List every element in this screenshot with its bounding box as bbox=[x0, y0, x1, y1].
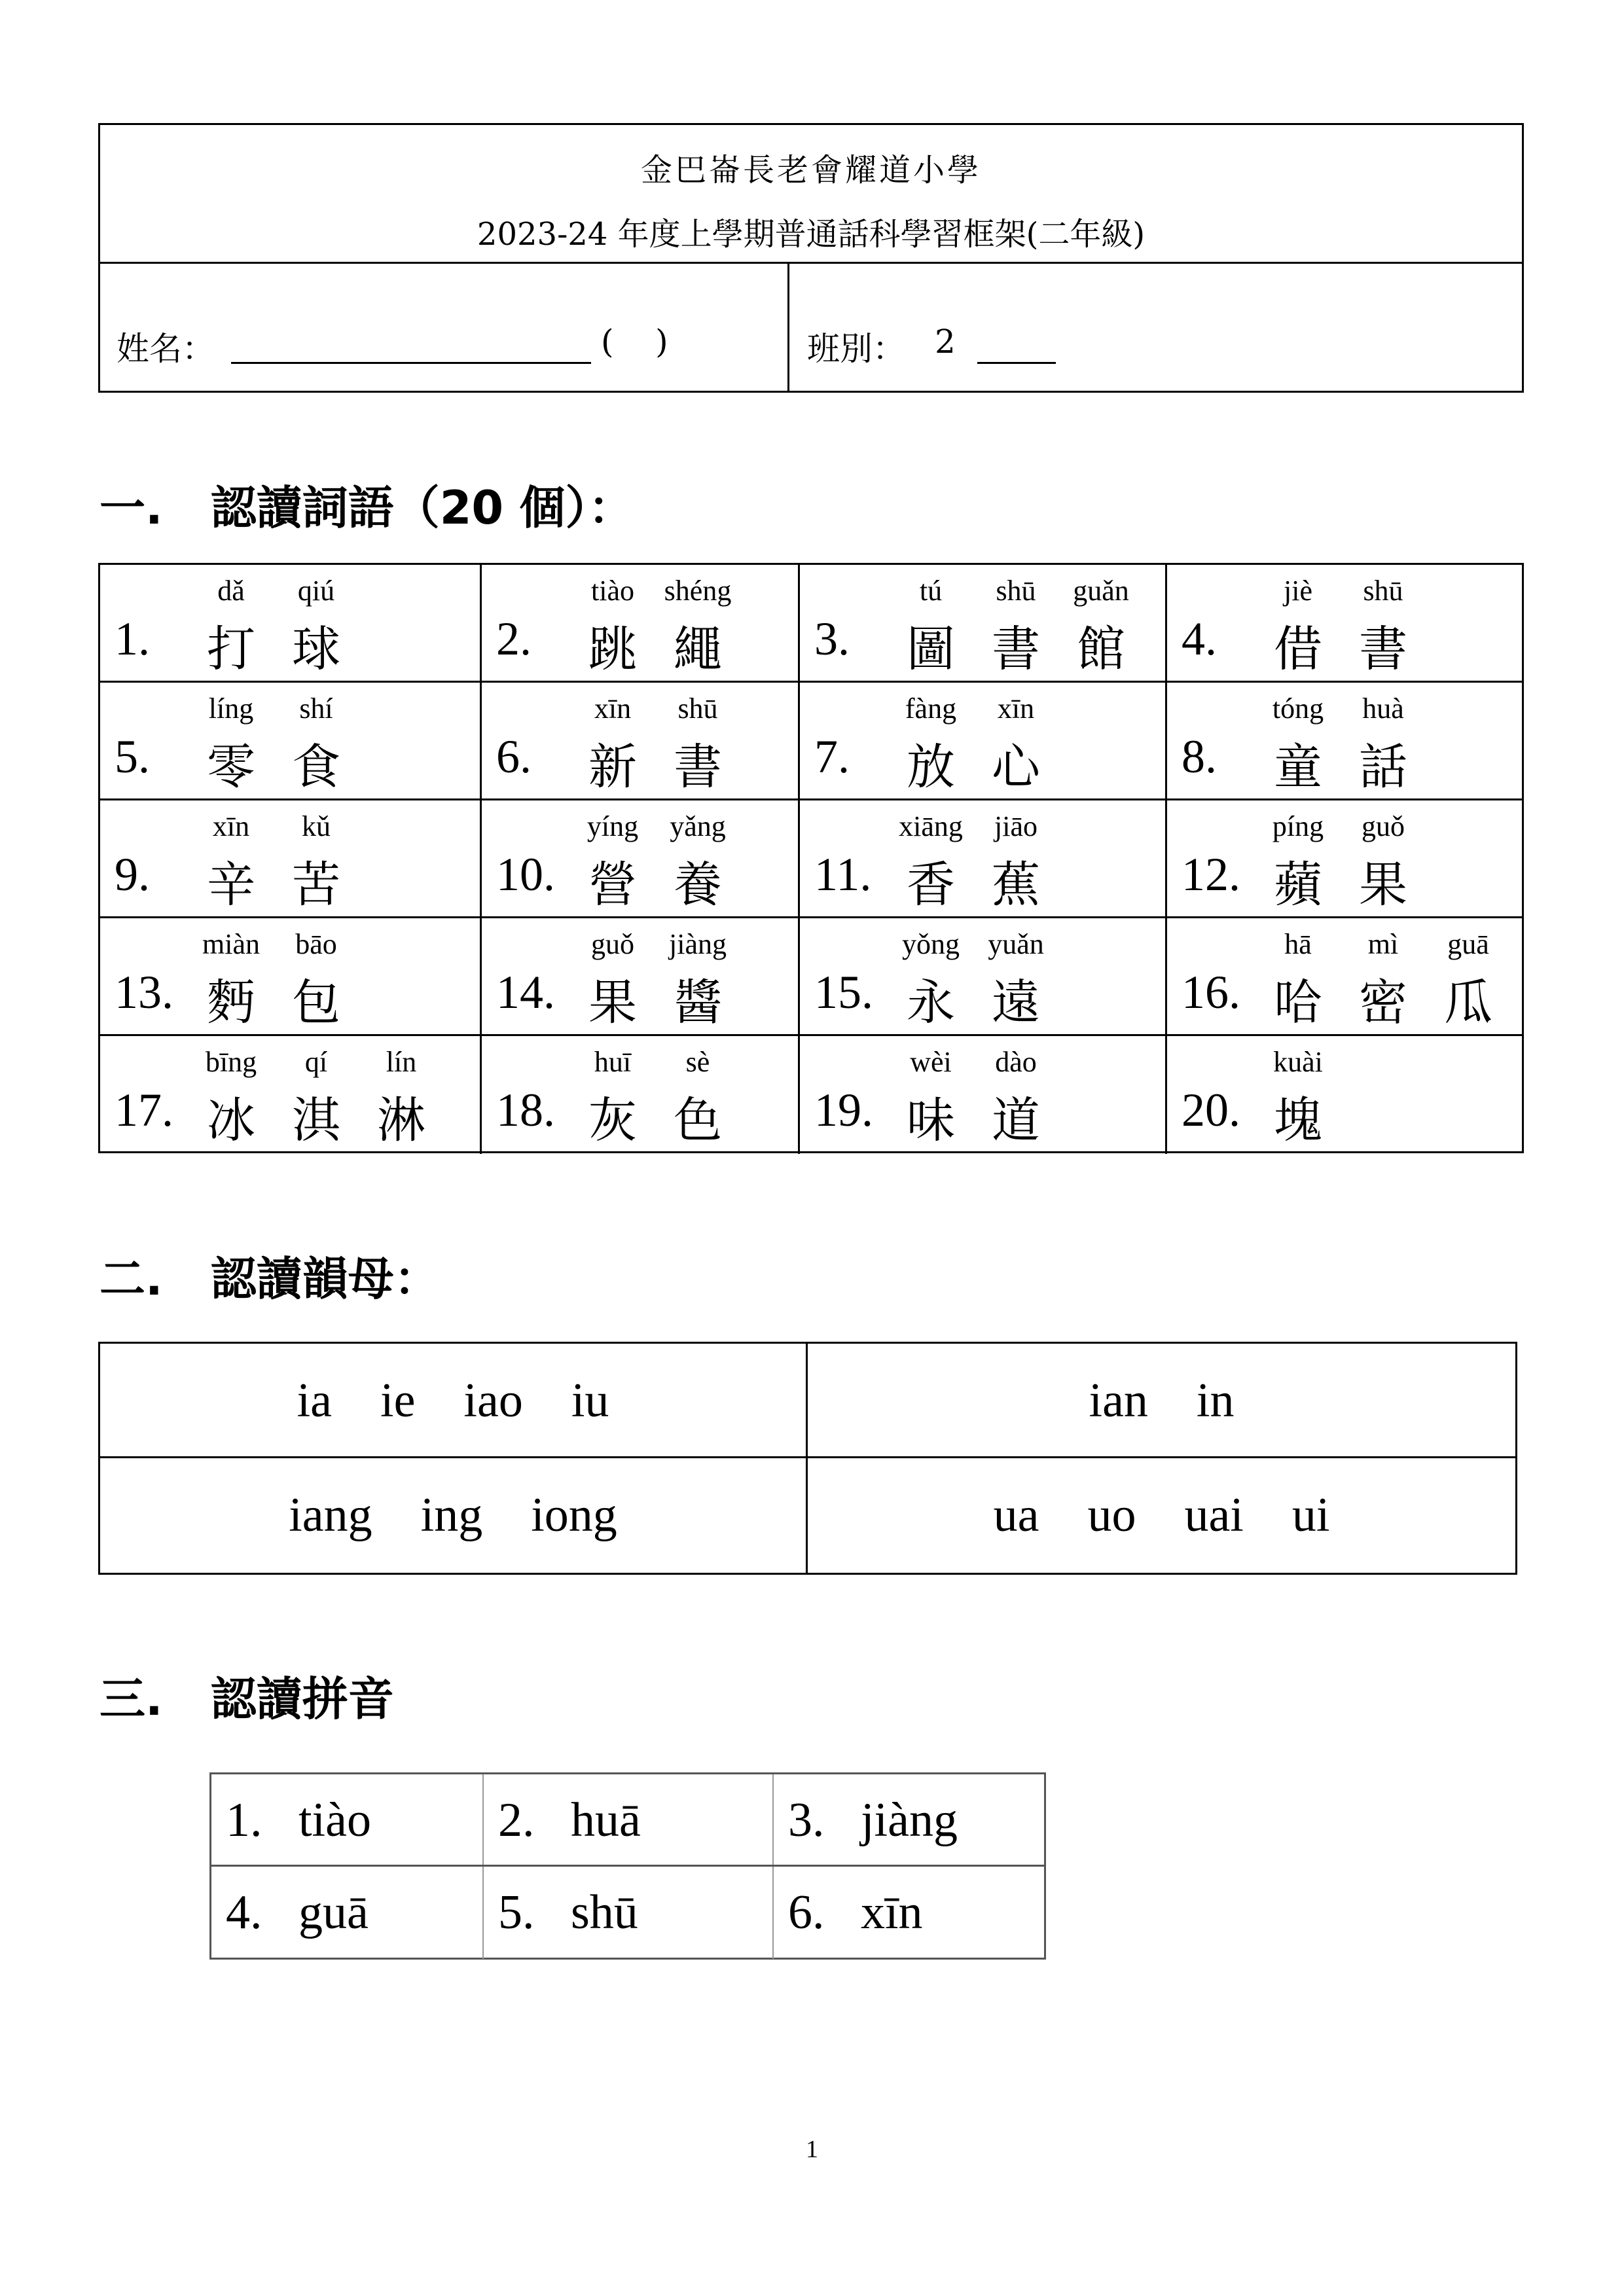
chinese-character: 借 bbox=[1274, 621, 1322, 677]
pinyin-cell: 1. tiào bbox=[211, 1774, 484, 1865]
header-info-row bbox=[100, 264, 1522, 393]
vocab-number: 3. bbox=[814, 613, 850, 665]
pinyin-annotation: huà bbox=[1362, 692, 1404, 725]
vocab-cell bbox=[482, 800, 800, 916]
pinyin-annotation: qiú bbox=[297, 575, 335, 607]
pinyin-annotation: guǒ bbox=[1362, 810, 1405, 842]
vocab-number: 16. bbox=[1182, 966, 1240, 1018]
chinese-character: 果 bbox=[1359, 857, 1407, 913]
vocab-number: 20. bbox=[1182, 1084, 1240, 1136]
pinyin-annotation: shéng bbox=[664, 575, 732, 607]
vocab-cell bbox=[800, 800, 1167, 916]
pinyin-annotation: xiāng bbox=[899, 810, 963, 842]
vocab-number: 6. bbox=[496, 730, 532, 783]
pinyin-annotation: shí bbox=[299, 692, 333, 725]
pinyin-annotation: tiào bbox=[591, 575, 634, 607]
chinese-character: 香 bbox=[907, 857, 955, 913]
chinese-character: 心 bbox=[992, 739, 1040, 795]
vocab-number: 13. bbox=[115, 966, 173, 1018]
pinyin-table bbox=[209, 1772, 1046, 1960]
chinese-character: 蘋 bbox=[1274, 857, 1322, 913]
school-name: 金巴崙長老會耀道小學 bbox=[640, 152, 981, 188]
chinese-character: 館 bbox=[1077, 621, 1125, 677]
framework-title: 2023-24 年度上學期普通話科學習框架(二年級) bbox=[477, 216, 1146, 253]
chinese-character: 繩 bbox=[674, 621, 722, 677]
vocab-number: 5. bbox=[115, 730, 150, 783]
pinyin-annotation: yuǎn bbox=[988, 928, 1044, 960]
vocab-table bbox=[98, 563, 1524, 1153]
finals-cell: ian in bbox=[1089, 1374, 1235, 1427]
vocab-cell bbox=[100, 565, 482, 681]
class-label: 班別： bbox=[807, 330, 905, 368]
pinyin-annotation: dǎ bbox=[217, 575, 245, 607]
chinese-character: 蕉 bbox=[992, 857, 1040, 913]
pinyin-annotation: líng bbox=[208, 692, 254, 725]
vocab-number: 17. bbox=[115, 1084, 173, 1136]
chinese-character: 哈 bbox=[1274, 975, 1322, 1031]
vocab-number: 10. bbox=[496, 848, 555, 901]
pinyin-cell: 3. jiàng bbox=[788, 1793, 958, 1847]
finals-table bbox=[98, 1342, 1517, 1575]
chinese-character: 放 bbox=[907, 739, 955, 795]
pinyin-cell: 6. xīn bbox=[788, 1886, 923, 1939]
chinese-character: 道 bbox=[992, 1092, 1040, 1149]
pinyin-annotation: yǎng bbox=[670, 810, 726, 842]
chinese-character: 遠 bbox=[992, 975, 1040, 1031]
finals-row bbox=[100, 1344, 1515, 1458]
pinyin-annotation: guǒ bbox=[591, 928, 634, 960]
pinyin-annotation: fàng bbox=[905, 692, 957, 725]
pinyin-annotation: miàn bbox=[202, 928, 260, 960]
pinyin-annotation: guā bbox=[1447, 928, 1489, 960]
page-number: 1 bbox=[806, 2136, 818, 2163]
vocab-cell bbox=[1167, 565, 1522, 681]
pinyin-cell: 2. huā bbox=[484, 1774, 774, 1865]
vocab-cell bbox=[1167, 918, 1522, 1034]
chinese-character: 打 bbox=[207, 621, 255, 677]
chinese-character: 灰 bbox=[588, 1092, 637, 1149]
chinese-character: 零 bbox=[207, 739, 255, 795]
pinyin-annotation: xīn bbox=[594, 692, 632, 725]
chinese-character: 味 bbox=[907, 1092, 955, 1149]
vocab-number: 4. bbox=[1182, 613, 1217, 665]
vocab-number: 7. bbox=[814, 730, 850, 783]
vocab-row bbox=[100, 683, 1522, 800]
vocab-number: 1. bbox=[115, 613, 150, 665]
pinyin-annotation: yǒng bbox=[902, 928, 960, 960]
vocab-number: 9. bbox=[115, 848, 150, 901]
vocab-number: 15. bbox=[814, 966, 873, 1018]
chinese-character: 淋 bbox=[377, 1092, 425, 1149]
pinyin-annotation: huī bbox=[594, 1046, 632, 1078]
pinyin-annotation: lín bbox=[386, 1046, 417, 1078]
pinyin-annotation: mì bbox=[1367, 928, 1399, 960]
vocab-number: 18. bbox=[496, 1084, 555, 1136]
vocab-cell bbox=[100, 800, 482, 916]
vocab-cell bbox=[482, 683, 800, 798]
vocab-cell bbox=[1167, 683, 1522, 798]
chinese-character: 球 bbox=[292, 621, 340, 677]
section-2-title: 二. 認讀韻母： bbox=[99, 1252, 440, 1306]
chinese-character: 書 bbox=[1359, 621, 1407, 677]
chinese-character: 瓜 bbox=[1444, 975, 1492, 1031]
vocab-cell bbox=[800, 918, 1167, 1034]
pinyin-row bbox=[211, 1774, 1044, 1867]
class-number-paren: ( ) bbox=[601, 323, 668, 361]
chinese-character: 冰 bbox=[207, 1092, 255, 1149]
vocab-number: 11. bbox=[814, 848, 872, 901]
chinese-character: 塊 bbox=[1274, 1092, 1322, 1149]
chinese-character: 書 bbox=[992, 621, 1040, 677]
finals-cell: ua uo uai ui bbox=[993, 1488, 1330, 1542]
chinese-character: 果 bbox=[588, 975, 637, 1031]
pinyin-annotation: kǔ bbox=[302, 810, 331, 842]
vocab-cell bbox=[100, 1036, 482, 1154]
pinyin-annotation: shū bbox=[996, 575, 1036, 607]
chinese-character: 醬 bbox=[674, 975, 722, 1031]
chinese-character: 食 bbox=[292, 739, 340, 795]
vocab-number: 19. bbox=[814, 1084, 873, 1136]
pinyin-annotation: jiàng bbox=[669, 928, 727, 960]
pinyin-annotation: dào bbox=[995, 1046, 1037, 1078]
chinese-character: 話 bbox=[1359, 739, 1407, 795]
chinese-character: 童 bbox=[1274, 739, 1322, 795]
pinyin-annotation: guǎn bbox=[1073, 575, 1129, 607]
vocab-row bbox=[100, 918, 1522, 1036]
pinyin-annotation: bīng bbox=[205, 1046, 257, 1078]
chinese-character: 營 bbox=[588, 857, 637, 913]
vocab-cell bbox=[800, 565, 1167, 681]
vocab-row bbox=[100, 800, 1522, 918]
pinyin-annotation: qí bbox=[304, 1046, 328, 1078]
vocab-number: 14. bbox=[496, 966, 555, 1018]
chinese-character: 麪 bbox=[207, 975, 255, 1031]
chinese-character: 書 bbox=[674, 739, 722, 795]
vocab-number: 2. bbox=[496, 613, 532, 665]
chinese-character: 密 bbox=[1359, 975, 1407, 1031]
vocab-number: 12. bbox=[1182, 848, 1240, 901]
vocab-cell bbox=[100, 683, 482, 798]
vocab-cell bbox=[1167, 1036, 1522, 1154]
chinese-character: 色 bbox=[674, 1092, 722, 1149]
section-1-title: 一. 認讀詞語（20 個）： bbox=[99, 481, 634, 535]
finals-row bbox=[100, 1458, 1515, 1573]
vocab-cell bbox=[482, 565, 800, 681]
pinyin-annotation: tóng bbox=[1272, 692, 1324, 725]
vocab-cell bbox=[1167, 800, 1522, 916]
header-title-row bbox=[100, 125, 1522, 264]
vocab-cell bbox=[100, 918, 482, 1034]
pinyin-annotation: hā bbox=[1284, 928, 1312, 960]
pinyin-cell: 5. shū bbox=[484, 1867, 774, 1959]
chinese-character: 淇 bbox=[292, 1092, 340, 1149]
chinese-character: 包 bbox=[292, 975, 340, 1031]
pinyin-cell: 4. guā bbox=[211, 1867, 484, 1959]
chinese-character: 跳 bbox=[588, 621, 637, 677]
pinyin-annotation: tú bbox=[919, 575, 943, 607]
pinyin-annotation: jiāo bbox=[994, 810, 1038, 842]
pinyin-annotation: kuài bbox=[1273, 1046, 1323, 1078]
section-3-title: 三. 認讀拼音 bbox=[99, 1672, 394, 1726]
vocab-cell bbox=[800, 683, 1167, 798]
header-divider bbox=[787, 264, 789, 393]
pinyin-annotation: yíng bbox=[586, 810, 639, 842]
pinyin-annotation: sè bbox=[685, 1046, 710, 1078]
finals-cell: iang ing iong bbox=[100, 1458, 808, 1573]
chinese-character: 養 bbox=[674, 857, 722, 913]
class-blank[interactable] bbox=[977, 362, 1056, 364]
class-value: 2 bbox=[935, 323, 956, 361]
pinyin-annotation: jiè bbox=[1284, 575, 1312, 607]
header-box bbox=[98, 123, 1524, 393]
pinyin-annotation: bāo bbox=[295, 928, 337, 960]
chinese-character: 永 bbox=[907, 975, 955, 1031]
vocab-row bbox=[100, 1036, 1522, 1154]
pinyin-annotation: xīn bbox=[212, 810, 250, 842]
chinese-character: 圖 bbox=[907, 621, 955, 677]
name-label: 姓名： bbox=[117, 330, 215, 368]
pinyin-annotation: píng bbox=[1272, 810, 1324, 842]
pinyin-row bbox=[211, 1867, 1044, 1959]
pinyin-annotation: shū bbox=[1363, 575, 1403, 607]
vocab-cell bbox=[482, 918, 800, 1034]
pinyin-annotation: shū bbox=[677, 692, 718, 725]
vocab-row bbox=[100, 565, 1522, 683]
pinyin-annotation: wèi bbox=[910, 1046, 952, 1078]
vocab-cell bbox=[482, 1036, 800, 1154]
name-blank[interactable] bbox=[231, 362, 591, 364]
chinese-character: 辛 bbox=[207, 857, 255, 913]
vocab-cell bbox=[800, 1036, 1167, 1154]
chinese-character: 苦 bbox=[292, 857, 340, 913]
vocab-number: 8. bbox=[1182, 730, 1217, 783]
finals-cell: ia ie iao iu bbox=[100, 1344, 808, 1456]
pinyin-annotation: xīn bbox=[997, 692, 1035, 725]
chinese-character: 新 bbox=[588, 739, 637, 795]
